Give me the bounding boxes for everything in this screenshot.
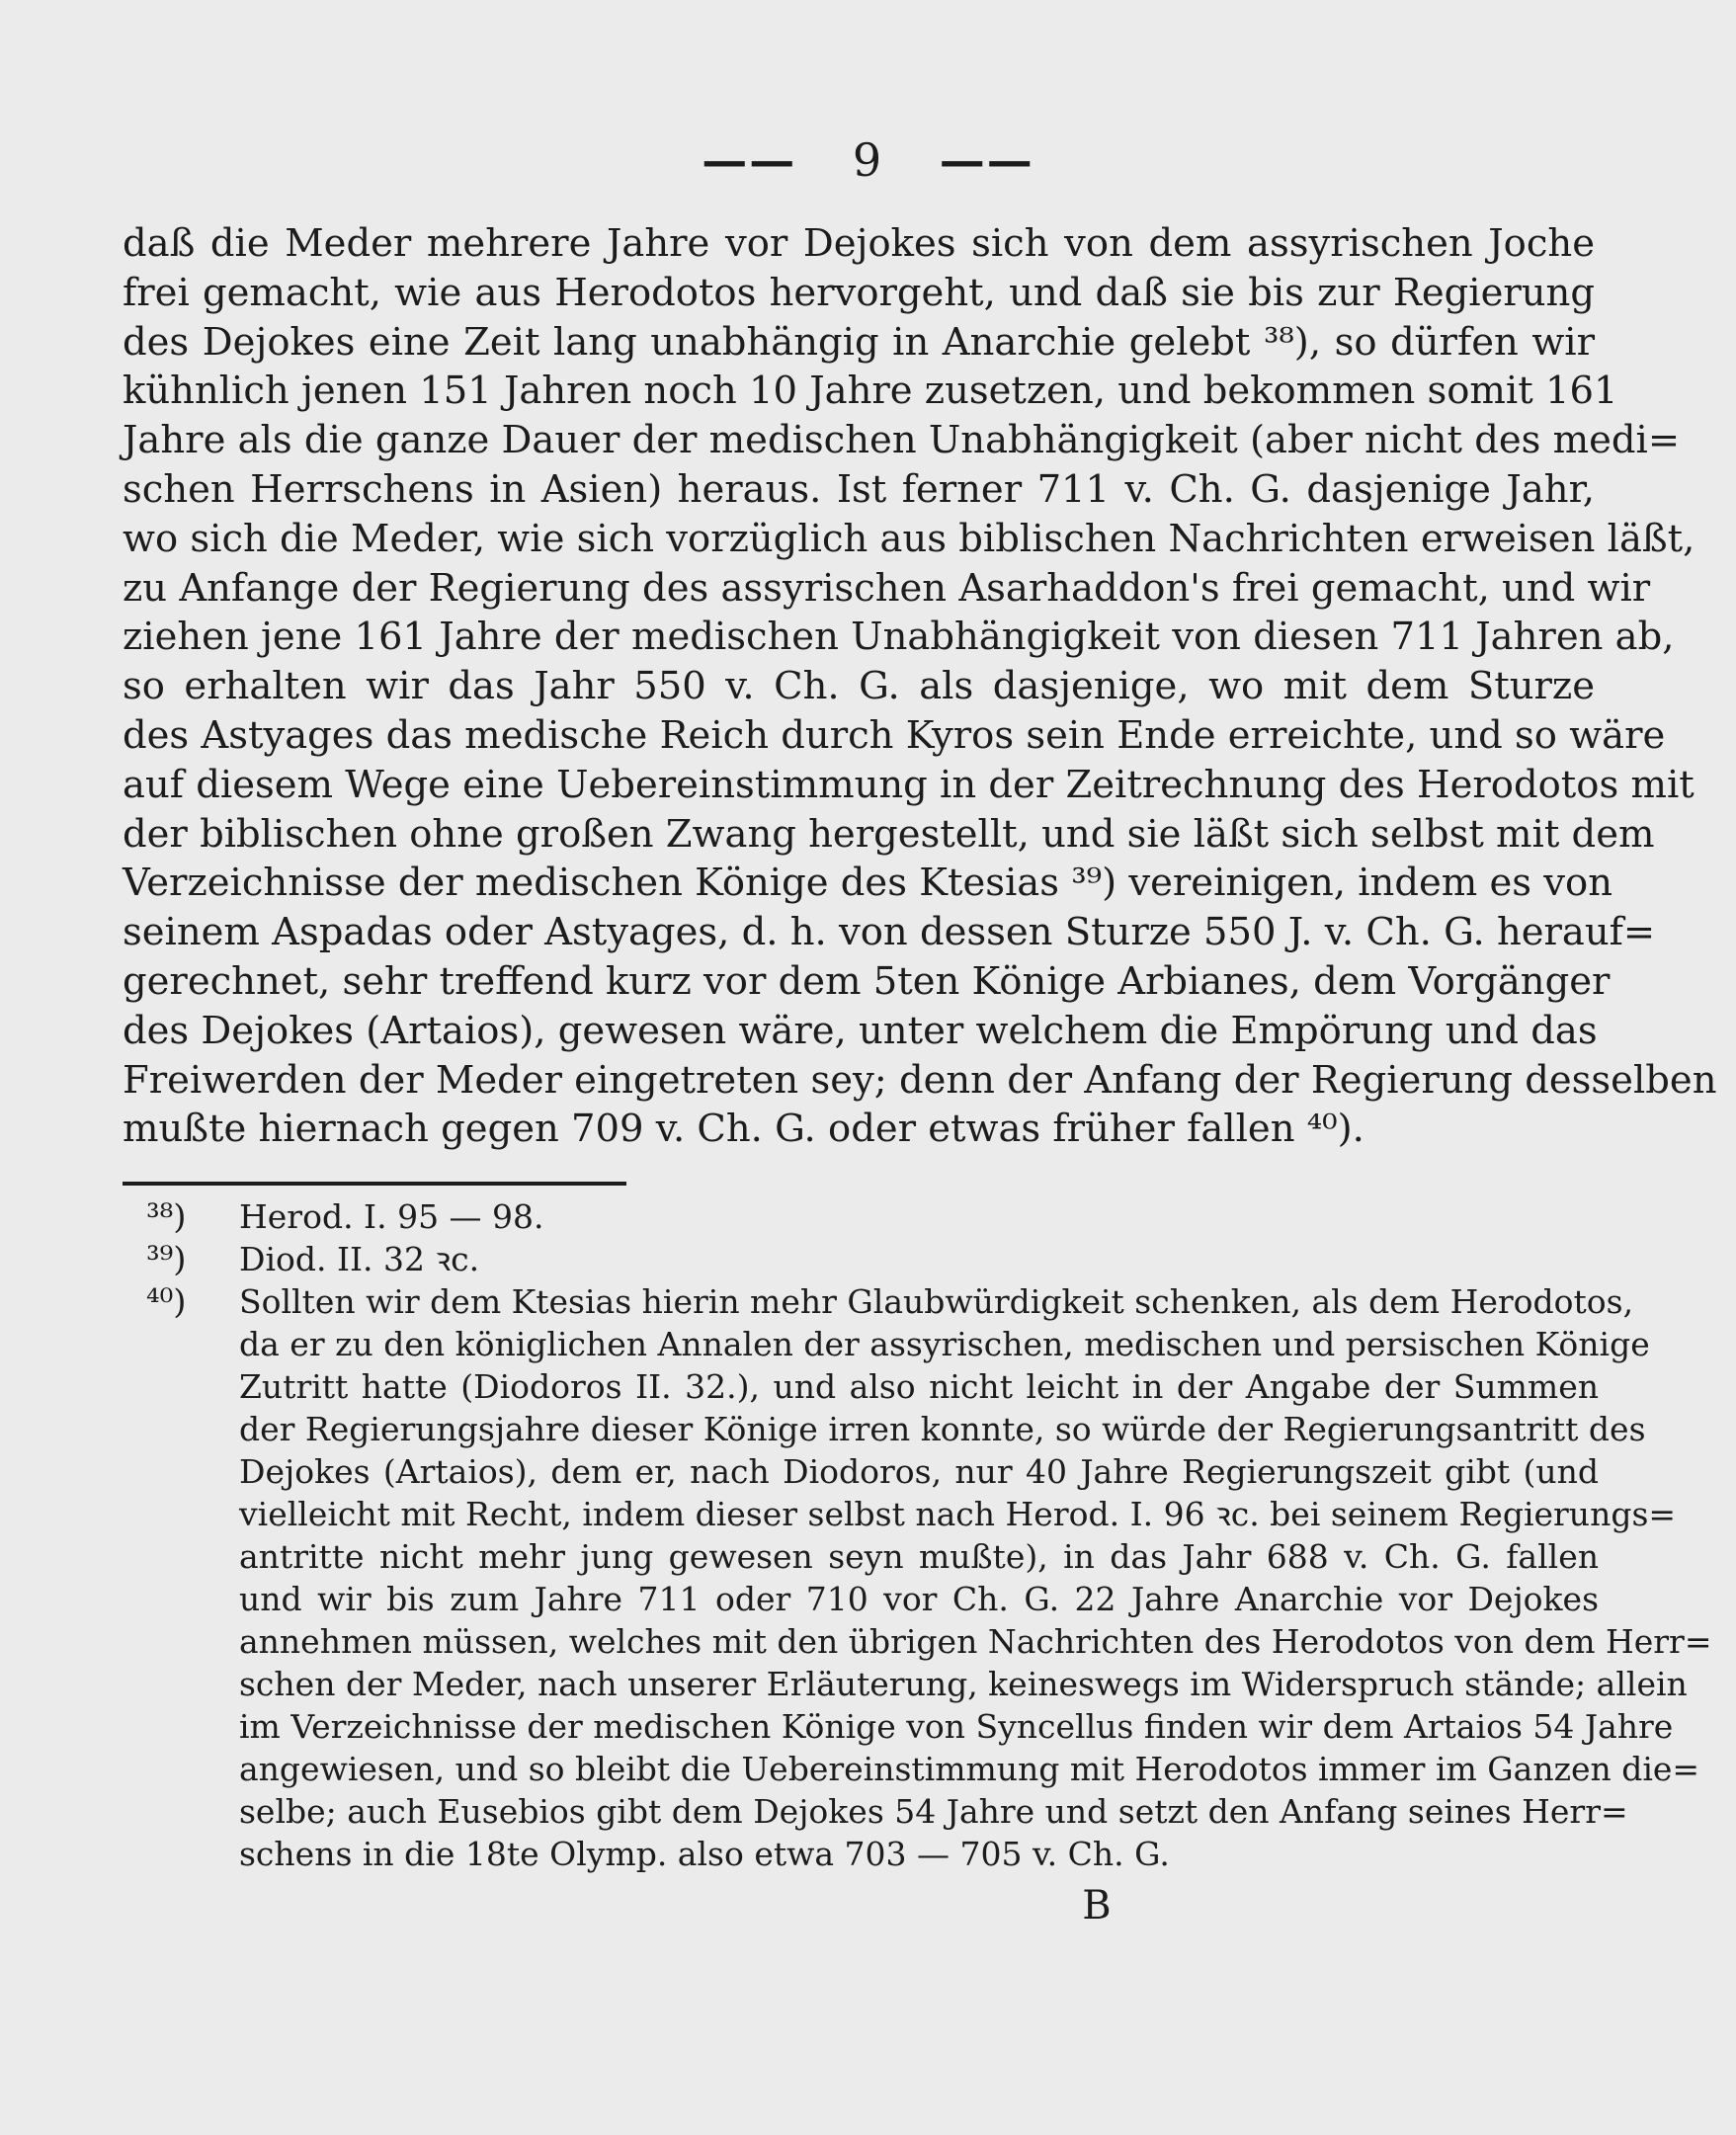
signature-mark: B [1082, 1883, 1112, 1929]
text-line: Verzeichnisse der medischen Könige des Ktesias ³⁹) vereinigen, indem es von [123, 861, 1613, 906]
footnote [146, 1238, 1599, 1280]
footnote-line: im Verzeichnisse der medischen Könige von Syncellus finden wir dem Artaios 54 Jahre [239, 1707, 1674, 1746]
footnote-line: antritte nicht mehr jung gewesen seyn mußte), in das Jahr 688 v. Ch. G. fallen [239, 1537, 1599, 1576]
footnote-line: Dejokes (Artaios), dem er, nach Diodoros, nur 40 Jahre Regierungszeit gibt (und [239, 1452, 1599, 1491]
footnote-line: selbe; auch Eusebios gibt dem Dejokes 54 Jahre und setzt den Anfang seines Herr= [239, 1792, 1628, 1831]
footnote-line: Diod. II. 32 ꝛc. [239, 1240, 480, 1278]
footnote-line: da er zu den königlichen Annalen der assyrischen, medischen und persischen Könige [239, 1325, 1650, 1363]
footnote-line: der Regierungsjahre dieser Könige irren konnte, so würde der Regierungsantritt des [239, 1410, 1646, 1448]
footnotes [146, 1195, 1712, 1875]
text-line: gerechnet, sehr treffend kurz vor dem 5ten Könige Arbianes, dem Vorgänger [123, 958, 1611, 1004]
footnote-line: und wir bis zum Jahre 711 oder 710 vor Ch. G. 22 Jahre Anarchie vor Dejokes [239, 1580, 1599, 1618]
footnote-number: ⁴⁰) [146, 1282, 187, 1322]
footnote-text [239, 1238, 1599, 1280]
footnote-line: schen der Meder, nach unserer Erläuterung, keineswegs im Widerspruch stände; allein [239, 1665, 1688, 1703]
footnote-line: angewiesen, und so bleibt die Uebereinstimmung mit Herodotos immer im Ganzen die= [239, 1750, 1700, 1788]
footnote [146, 1280, 1712, 1875]
text-line: Freiwerden der Meder eingetreten sey; denn der Anfang der Regierung desselben [123, 1057, 1717, 1103]
footnote-number: ³⁹) [146, 1240, 187, 1279]
footnote-text [239, 1280, 1712, 1875]
text-line: frei gemacht, wie aus Herodotos hervorgeht, und daß sie bis zur Regierung [123, 270, 1595, 315]
text-line: des Astyages das medische Reich durch Kyros sein Ende erreichte, und so wäre [123, 712, 1666, 758]
text-line: so erhalten wir das Jahr 550 v. Ch. G. als dasjenige, wo mit dem Sturze [123, 664, 1595, 709]
text-line: schen Herrschens in Asien) heraus. Ist ferner 711 v. Ch. G. dasjenige Jahr, [123, 466, 1595, 512]
footnote [146, 1195, 1599, 1238]
text-line: mußte hiernach gegen 709 v. Ch. G. oder etwas früher fallen ⁴⁰). [123, 1107, 1364, 1152]
footnote-text [239, 1195, 1599, 1238]
footnote-rule [123, 1182, 626, 1186]
footnote-number: ³⁸) [146, 1197, 187, 1237]
page-header [0, 133, 1736, 187]
header-dash-left: —— [702, 133, 797, 187]
footnote-line: annehmen müssen, welches mit den übrigen Nachrichten des Herodotos von dem Herr= [239, 1622, 1712, 1661]
footnote-line: schens in die 18te Olymp. also etwa 703 — 705 v. Ch. G. [239, 1835, 1170, 1873]
text-line: auf diesem Wege eine Uebereinstimmung in der Zeitrechnung des Herodotos mit [123, 762, 1695, 807]
footnote-line: vielleicht mit Recht, indem dieser selbst nach Herod. I. 96 ꝛc. bei seinem Regierungs= [239, 1495, 1677, 1533]
text-line: ziehen jene 161 Jahre der medischen Unabhängigkeit von diesen 711 Jahren ab, [123, 615, 1675, 660]
text-line: des Dejokes eine Zeit lang unabhängig in Anarchie gelebt ³⁸), so dürfen wir [123, 319, 1595, 365]
text-line: Jahre als die ganze Dauer der medischen Unabhängigkeit (aber nicht des medi= [123, 418, 1681, 463]
footnote-line: Herod. I. 95 — 98. [239, 1197, 544, 1236]
header-dash-right: —— [939, 133, 1034, 187]
text-line: zu Anfange der Regierung des assyrischen Asarhaddon's frei gemacht, und wir [123, 565, 1651, 611]
text-line: daß die Meder mehrere Jahre vor Dejokes sich von dem assyrischen Joche [123, 221, 1595, 266]
text-line: kühnlich jenen 151 Jahren noch 10 Jahre zusetzen, und bekommen somit 161 [123, 369, 1618, 414]
footnote-line: Zutritt hatte (Diodoros II. 32.), und also nicht leicht in der Angabe der Summen [239, 1367, 1599, 1406]
text-line: seinem Aspadas oder Astyages, d. h. von dessen Sturze 550 J. v. Ch. G. herauf= [123, 910, 1656, 955]
text-line: der biblischen ohne großen Zwang hergestellt, und sie läßt sich selbst mit dem [123, 811, 1655, 857]
text-line: wo sich die Meder, wie sich vorzüglich aus biblischen Nachrichten erweisen läßt, [123, 516, 1695, 561]
text-line: des Dejokes (Artaios), gewesen wäre, unter welchem die Empörung und das [123, 1008, 1598, 1053]
main-text [123, 219, 1717, 1154]
footnote-line: Sollten wir dem Ktesias hierin mehr Glaubwürdigkeit schenken, als dem Herodotos, [239, 1282, 1634, 1321]
page-number: 9 [852, 133, 884, 187]
